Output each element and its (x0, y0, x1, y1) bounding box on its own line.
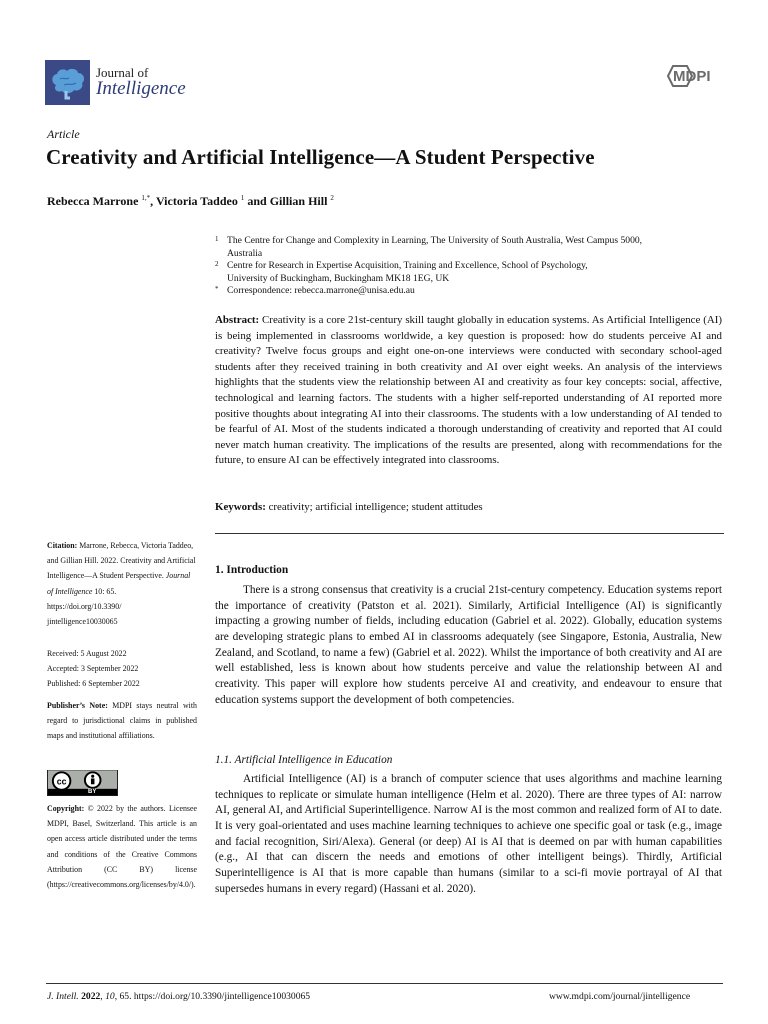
footer-journal-url[interactable]: www.mdpi.com/journal/jintelligence (549, 991, 691, 1002)
article-title: Creativity and Artificial Intelligence—A Student Perspective (46, 145, 595, 169)
accepted-date: Accepted: 3 September 2022 (47, 664, 139, 674)
section-heading-introduction: 1. Introduction (215, 564, 289, 576)
dates-block (47, 646, 197, 692)
author-name: Rebecca Marrone (47, 194, 139, 208)
publisher-note-label: Publisher’s Note: (47, 701, 108, 710)
abstract-label: Abstract: (215, 314, 260, 326)
publisher-name: MDPI (673, 68, 711, 85)
citation-doi-link[interactable]: https://doi.org/10.3390/ (47, 601, 122, 611)
keywords-label: Keywords: (215, 501, 266, 513)
footer-doi[interactable]: , 65. https://doi.org/10.3390/jintelligence10030065 (114, 991, 311, 1002)
keywords-text: creativity; artificial intelligence; student attitudes (268, 501, 483, 513)
affiliation-number: 1 (215, 235, 219, 243)
footer-year: 2022 (81, 991, 101, 1002)
citation-block (47, 538, 197, 629)
citation-journal: Journal of Intelligence (47, 571, 191, 596)
citation-volume: 10: 65. (94, 586, 117, 596)
copyright-label: Copyright: (47, 804, 85, 813)
author-affiliation-mark: 1,* (141, 194, 151, 202)
author-name: Victoria Taddeo (155, 194, 238, 208)
keywords (215, 501, 483, 513)
copyright-text: © 2022 by the authors. Licensee MDPI, Basel, Switzerland. This article is an open access article distributed under the terms and conditions of the Creative Commons Attribution (CC BY) license (https://creativecommons.org/licenses/by/4.0/). (47, 804, 197, 890)
citation-text: Marrone, Rebecca, Victoria Taddeo, and Gillian Hill. 2022. Creativity and Artificial Intelligence—A Student Perspective. (47, 541, 196, 581)
author-separator: , (150, 194, 156, 208)
affiliation-line: Australia (227, 247, 263, 259)
affiliation-number: * (215, 285, 219, 293)
mdpi-logo (667, 64, 711, 88)
affiliation-number: 2 (215, 260, 219, 268)
author-affiliation-mark: 2 (330, 194, 334, 202)
copyright-block (47, 801, 197, 892)
author-list (47, 194, 334, 209)
footer-divider (46, 983, 723, 984)
published-date: Published: 6 September 2022 (47, 679, 140, 689)
author-separator: and (244, 194, 270, 208)
journal-of-label: Journal of (96, 64, 149, 80)
correspondence-email[interactable]: Correspondence: rebecca.marrone@unisa.edu.au (227, 285, 415, 296)
brain-logo-icon (45, 60, 90, 105)
abstract (215, 313, 722, 469)
abstract-text: Creativity is a core 21st-century skill taught globally in education systems. As Artificial Intelligence (AI) is being implemented in classrooms worldwide, a key question is proposed: how do students perceive AI and creativity? Twelve focus groups and eight one-on-one interviews were conducted with secondary school-aged students after they received training in both creativity and AI over eight weeks. An analysis of the interviews highlights that the students view the relationship between AI and creativity as four key concepts: social, affective, technological and learning factors. The students with a higher self-reported understanding of AI reported more positive thoughts about integrating AI into their classrooms. The students with a low understanding of AI tended to be fearful of AI. Most of the students indicated a thorough understanding of creativity and reported that AI could never match human creativity. The implications of the results are presented, along with recommendations for the future, to ensure AI can be effectively integrated into classrooms. (215, 314, 722, 467)
footer-volume: 10 (105, 991, 115, 1002)
author-name: Gillian Hill (269, 194, 328, 208)
journal-name: Intelligence (96, 78, 186, 100)
ai-paragraph (215, 772, 722, 897)
publisher-note (47, 698, 197, 744)
citation-doi-link[interactable]: jintelligence10030065 (47, 617, 118, 627)
subsection-heading-ai-in-education: 1.1. Artificial Intelligence in Education (215, 754, 393, 766)
cc-by-license-badge[interactable] (47, 770, 118, 796)
affiliation-line: Centre for Research in Expertise Acquisition, Training and Excellence, School of Psychology, (227, 260, 588, 271)
footer-citation: J. Intell. 2022, 10, 65. https://doi.org/10.3390/jintelligence10030065 (47, 991, 311, 1002)
affiliation-line: The Centre for Change and Complexity in Learning, The University of South Australia, West Campus 5000, (227, 235, 643, 246)
publisher-note-text: MDPI stays neutral with regard to jurisdictional claims in published maps and institutional affiliations. (47, 701, 197, 741)
citation-label: Citation: (47, 541, 78, 550)
received-date: Received: 5 August 2022 (47, 649, 127, 658)
introduction-paragraph (215, 583, 722, 708)
section-divider (215, 533, 724, 534)
article-type: Article (47, 127, 80, 141)
journal-logo (45, 60, 186, 105)
affiliation-line: University of Buckingham, Buckingham MK18 1EG, UK (227, 272, 450, 284)
footer-journal-abbr: J. Intell. (47, 991, 79, 1002)
author-affiliation-mark: 1 (240, 194, 245, 202)
license-badge-label: BY (88, 789, 97, 795)
svg-text:cc: cc (56, 776, 67, 787)
paragraph-text: Artificial Intelligence (AI) is a branch of computer science that uses algorithms and machine learning techniques to replicate or simulate human intelligence (Helm et al. 2020). There are three types of AI: narrow AI, general AI, and Artificial Superintelligence. Narrow AI is the most common and realized form of AI to date. It is very goal-orientated and uses machine learning techniques to achieve one specific goal or task (e.g., image and facial recognition, Siri/Alexa). General (or deep) AI is AI that is deemed on par with human capabilities (e.g., AI that can discern the needs and emotions of other intelligent beings). Thirdly, Artificial Superintelligence is AI that is more capable than humans (similar to a sci-fi movie portrayal of AI that supersedes humans in every regard) (Hassani et al. 2020). (215, 773, 722, 895)
paragraph-text: There is a strong consensus that creativity is a crucial 21st-century competency. Education systems report the importance of creativity (Patston et al. 2021). Similarly, Artificial Intelligence (AI) is significantly impacting a growing number of fields, including education (Gabriel et al. 2022). Globally, education systems are developing strategic plans to embed AI in classrooms adequately (see Singapore, Estonia, Australia, New Zealand, and Scotland, to name a few) (Gabriel et al. 2022). Whilst the importance of both creativity and AI are well established, less is known about how students perceive and value the relationship between AI and creativity. This paper will explore how students perceive AI and creativity, and endeavour to ensure that education systems support the development of both competencies. (215, 584, 722, 706)
